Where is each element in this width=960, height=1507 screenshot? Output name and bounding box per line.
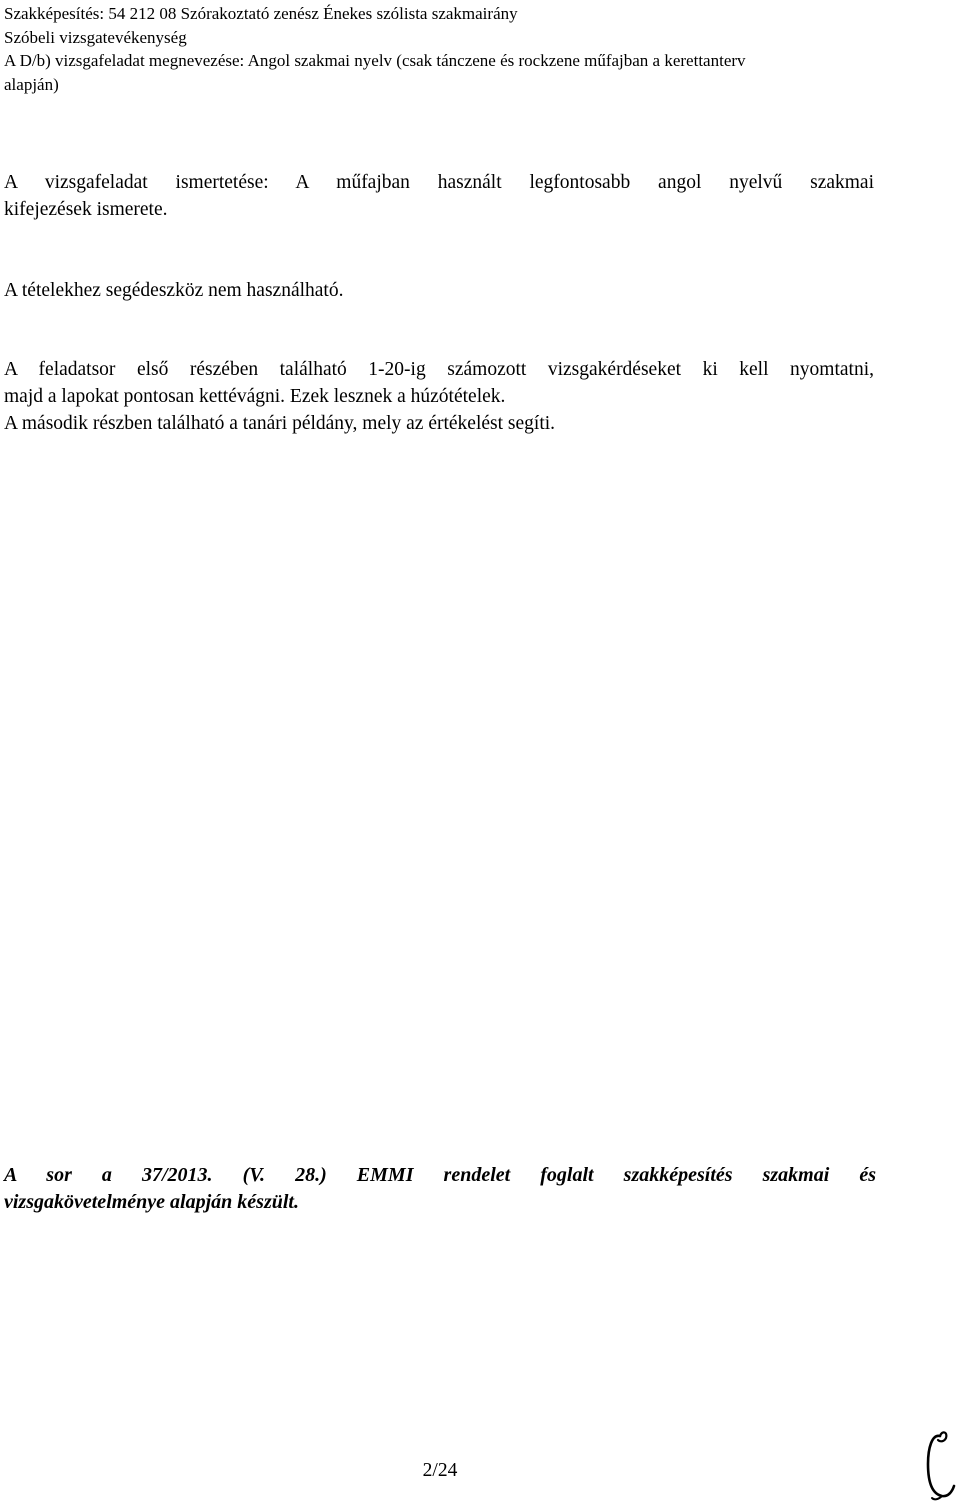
page-number: 2/24: [422, 1460, 458, 1481]
task-description-line-end: kifejezések ismerete.: [4, 199, 168, 220]
qualification-line: Szakképesítés: 54 212 08 Szórakoztató zenész Énekes szólista szakmairány: [4, 4, 518, 23]
instructions-line-2: majd a lapokat pontosan kettévágni. Ezek lesznek a húzótételek.: [4, 386, 506, 407]
instructions-line-3: A második részben található a tanári példány, mely az értékelést segíti.: [4, 413, 556, 434]
handwritten-initial-icon: [918, 1428, 958, 1502]
task-name-line: A D/b) vizsgafeladat megnevezése: Angol szakmai nyelv (csak tánczene és rockzene műfajban a kerettanterv: [4, 51, 746, 70]
task-description-paragraph: [4, 169, 874, 223]
instructions-line-1: A feladatsor első részében található 1-20-ig számozott vizsgakérdéseket ki kell nyomtatni,: [4, 359, 874, 380]
document-header: [4, 2, 954, 96]
instructions-paragraph: [4, 356, 874, 437]
tools-text: A tételekhez segédeszköz nem használható.: [4, 280, 344, 301]
regulation-note: [4, 1162, 876, 1216]
task-description-line: A vizsgafeladat ismertetése: A műfajban használt legfontosabb angol nyelvű szakmai: [4, 172, 874, 193]
tools-paragraph: [4, 277, 874, 304]
exam-type-line: Szóbeli vizsgatevékenység: [4, 27, 187, 47]
regulation-note-line-2: vizsgakövetelménye alapján készült.: [4, 1191, 299, 1213]
regulation-note-line-1: A sor a 37/2013. (V. 28.) EMMI rendelet foglalt szakképesítés szakmai és: [4, 1164, 876, 1186]
task-name-line-continued: alapján): [4, 74, 59, 94]
